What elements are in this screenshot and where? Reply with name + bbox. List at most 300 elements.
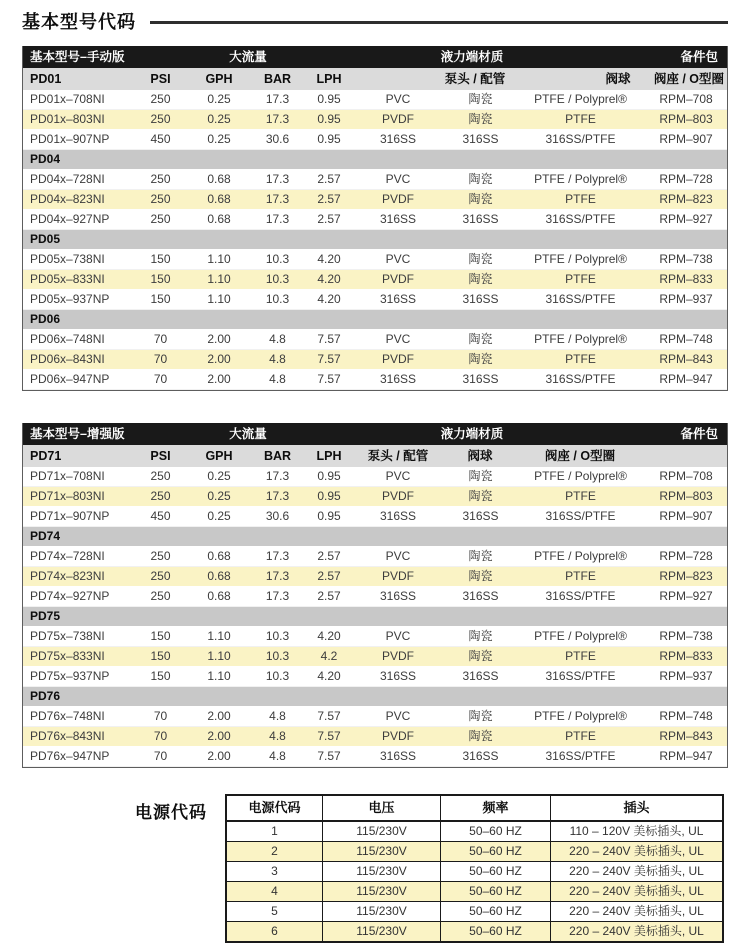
bar: 10.3 xyxy=(265,649,290,663)
lph: 2.57 xyxy=(317,212,341,226)
series-label: PD76 xyxy=(30,689,61,703)
psi: 150 xyxy=(150,649,171,663)
voltage: 115/230V xyxy=(323,882,441,902)
model: PD74x–927NP xyxy=(30,589,110,603)
power-code: 1 xyxy=(227,822,323,842)
series-section-row xyxy=(23,607,727,627)
plug: 220 – 240V 美标插头, UL xyxy=(551,922,722,941)
lph-column-header: LPH xyxy=(316,72,342,86)
valve-seat-oring-material: PTFE xyxy=(565,489,596,503)
model-table-rows xyxy=(23,467,727,767)
power-row xyxy=(227,902,722,922)
valve-ball-material: 316SS xyxy=(462,292,499,306)
pump-head-material: PVDF xyxy=(381,352,414,366)
lph: 0.95 xyxy=(317,509,341,523)
pump-head-material: PVC xyxy=(385,252,411,266)
lph: 4.2 xyxy=(320,649,338,663)
lph: 0.95 xyxy=(317,132,341,146)
valve-ball-material: 陶瓷 xyxy=(468,192,493,206)
plug: 220 – 240V 美标插头, UL xyxy=(551,842,722,862)
spare-kit: RPM–843 xyxy=(659,352,713,366)
frequency: 50–60 HZ xyxy=(441,902,551,922)
model: PD76x–748NI xyxy=(30,709,105,723)
valve-seat-oring-column-header: 阀座 / O型圈 xyxy=(653,72,724,86)
psi: 70 xyxy=(153,709,168,723)
model-row xyxy=(23,467,727,487)
valve-seat-oring-material: 316SS/PTFE xyxy=(545,132,616,146)
bar: 17.3 xyxy=(265,192,290,206)
lph: 0.95 xyxy=(317,112,341,126)
page-title-row xyxy=(22,8,728,34)
model: PD76x–843NI xyxy=(30,729,105,743)
model-row xyxy=(23,130,727,150)
plug-column-header: 插头 xyxy=(551,796,722,822)
valve-ball-material: 316SS xyxy=(462,669,499,683)
bar: 4.8 xyxy=(269,352,286,366)
gph: 0.25 xyxy=(207,92,231,106)
series-label: PD05 xyxy=(30,232,61,246)
psi: 250 xyxy=(150,172,171,186)
lph: 7.57 xyxy=(317,729,341,743)
spare-kit-group-header: 备件包 xyxy=(680,427,718,441)
valve-seat-oring-material: PTFE / Polyprel® xyxy=(534,629,627,643)
model: PD06x–748NI xyxy=(30,332,105,346)
gph-column-header: GPH xyxy=(205,449,233,463)
valve-seat-oring-material: 316SS/PTFE xyxy=(545,212,616,226)
gph: 0.68 xyxy=(207,569,231,583)
lph: 2.57 xyxy=(317,589,341,603)
power-row xyxy=(227,822,722,842)
frequency: 50–60 HZ xyxy=(441,822,551,842)
model-table-rows xyxy=(23,90,727,390)
pump-head-material: 316SS xyxy=(379,669,417,683)
lph: 7.57 xyxy=(317,372,341,386)
psi: 150 xyxy=(150,669,171,683)
spare-kit: RPM–833 xyxy=(659,272,713,286)
model-row xyxy=(23,647,727,667)
series-label: PD06 xyxy=(30,312,61,326)
pump-head-material: 316SS xyxy=(379,372,417,386)
gph: 1.10 xyxy=(207,252,231,266)
gph: 0.68 xyxy=(207,192,231,206)
table-title: 基本型号–手动版 xyxy=(30,50,125,64)
valve-seat-oring-material: PTFE xyxy=(565,272,596,286)
psi: 70 xyxy=(153,332,168,346)
model-row xyxy=(23,747,727,767)
valve-seat-oring-material: 316SS/PTFE xyxy=(545,372,616,386)
power-table-rows xyxy=(227,822,722,941)
pump-head-material: PVC xyxy=(385,709,411,723)
model-row xyxy=(23,110,727,130)
pump-head-material: 316SS xyxy=(379,292,417,306)
spare-kit: RPM–738 xyxy=(659,629,713,643)
model: PD75x–738NI xyxy=(30,629,105,643)
valve-ball-material: 陶瓷 xyxy=(468,709,493,723)
valve-seat-oring-material: PTFE xyxy=(565,192,596,206)
spare-kit: RPM–907 xyxy=(659,509,713,523)
lph: 4.20 xyxy=(317,669,341,683)
group-header-row xyxy=(23,46,727,68)
bar: 10.3 xyxy=(265,252,290,266)
material-group-header: 液力端材质 xyxy=(440,427,504,441)
gph: 1.10 xyxy=(207,649,231,663)
model-row xyxy=(23,210,727,230)
psi: 150 xyxy=(150,292,171,306)
lph: 0.95 xyxy=(317,469,341,483)
gph: 0.25 xyxy=(207,509,231,523)
valve-seat-oring-material: PTFE / Polyprel® xyxy=(534,332,627,346)
series-section-row xyxy=(23,527,727,547)
pump-head-material: PVDF xyxy=(381,192,414,206)
spare-kit: RPM–937 xyxy=(659,292,713,306)
gph: 1.10 xyxy=(207,272,231,286)
model: PD05x–738NI xyxy=(30,252,105,266)
valve-ball-material: 陶瓷 xyxy=(468,352,493,366)
model: PD76x–947NP xyxy=(30,749,110,763)
model: PD01x–907NP xyxy=(30,132,110,146)
plug: 110 – 120V 美标插头, UL xyxy=(551,822,722,842)
series-column-header: PD01 xyxy=(30,72,62,86)
gph: 2.00 xyxy=(207,332,231,346)
model: PD01x–803NI xyxy=(30,112,105,126)
spare-kit: RPM–748 xyxy=(659,332,713,346)
voltage: 115/230V xyxy=(323,922,441,941)
spare-kit: RPM–843 xyxy=(659,729,713,743)
model-table-enhanced xyxy=(22,423,728,768)
valve-ball-column-header: 阀球 xyxy=(467,449,493,463)
model-row xyxy=(23,507,727,527)
psi: 150 xyxy=(150,629,171,643)
valve-ball-material: 陶瓷 xyxy=(468,172,493,186)
spare-kit: RPM–937 xyxy=(659,669,713,683)
valve-seat-oring-material: 316SS/PTFE xyxy=(545,292,616,306)
power-code: 3 xyxy=(227,862,323,882)
valve-ball-material: 陶瓷 xyxy=(468,332,493,346)
psi: 150 xyxy=(150,272,171,286)
gph: 1.10 xyxy=(207,629,231,643)
gph: 2.00 xyxy=(207,372,231,386)
model: PD71x–708NI xyxy=(30,469,105,483)
model-row xyxy=(23,627,727,647)
lph: 2.57 xyxy=(317,172,341,186)
spare-kit: RPM–927 xyxy=(659,589,713,603)
valve-ball-material: 316SS xyxy=(462,589,499,603)
model: PD04x–927NP xyxy=(30,212,110,226)
bar: 10.3 xyxy=(265,292,290,306)
model-row xyxy=(23,547,727,567)
series-label: PD74 xyxy=(30,529,61,543)
gph-column-header: GPH xyxy=(205,72,233,86)
lph: 7.57 xyxy=(317,352,341,366)
model: PD74x–728NI xyxy=(30,549,105,563)
pump-head-material: PVDF xyxy=(381,569,414,583)
bar: 10.3 xyxy=(265,272,290,286)
bar: 4.8 xyxy=(269,372,286,386)
model: PD74x–823NI xyxy=(30,569,105,583)
power-row xyxy=(227,842,722,862)
pump-head-material: PVC xyxy=(385,332,411,346)
bar-column-header: BAR xyxy=(263,449,292,463)
psi: 250 xyxy=(150,589,171,603)
psi: 250 xyxy=(150,469,171,483)
lph: 4.20 xyxy=(317,252,341,266)
column-header-row xyxy=(23,445,727,467)
voltage: 115/230V xyxy=(323,822,441,842)
voltage: 115/230V xyxy=(323,902,441,922)
spare-kit: RPM–833 xyxy=(659,649,713,663)
psi-column-header: PSI xyxy=(150,72,171,86)
valve-ball-material: 陶瓷 xyxy=(468,729,493,743)
model-row xyxy=(23,587,727,607)
bar: 30.6 xyxy=(265,509,290,523)
gph: 0.68 xyxy=(207,549,231,563)
series-label: PD75 xyxy=(30,609,61,623)
valve-ball-material: 陶瓷 xyxy=(468,569,493,583)
spare-kit: RPM–738 xyxy=(659,252,713,266)
pump-head-material: PVDF xyxy=(381,272,414,286)
lph: 2.57 xyxy=(317,549,341,563)
valve-ball-material: 陶瓷 xyxy=(468,252,493,266)
pump-head-material: 316SS xyxy=(379,589,417,603)
pump-head-material: PVDF xyxy=(381,649,414,663)
bar: 17.3 xyxy=(265,589,290,603)
spare-kit: RPM–708 xyxy=(659,92,713,106)
valve-seat-oring-material: PTFE / Polyprel® xyxy=(534,252,627,266)
valve-seat-oring-column-header: 阀座 / O型圈 xyxy=(544,449,616,463)
psi: 250 xyxy=(150,112,171,126)
series-column-header: PD71 xyxy=(30,449,62,463)
bar: 17.3 xyxy=(265,549,290,563)
pump-head-material: PVDF xyxy=(381,489,414,503)
valve-seat-oring-material: PTFE / Polyprel® xyxy=(534,172,627,186)
spare-kit: RPM–803 xyxy=(659,489,713,503)
model-row xyxy=(23,250,727,270)
psi: 250 xyxy=(150,549,171,563)
spare-kit: RPM–823 xyxy=(659,569,713,583)
model-row xyxy=(23,270,727,290)
spare-kit: RPM–947 xyxy=(659,372,713,386)
psi: 70 xyxy=(153,352,168,366)
voltage-column-header: 电压 xyxy=(323,796,441,822)
power-code-label: 电源代码 xyxy=(135,803,207,822)
gph: 2.00 xyxy=(207,709,231,723)
power-code: 6 xyxy=(227,922,323,941)
bar: 17.3 xyxy=(265,92,290,106)
model-table-manual xyxy=(22,46,728,391)
lph: 7.57 xyxy=(317,749,341,763)
psi: 250 xyxy=(150,212,171,226)
spare-kit: RPM–803 xyxy=(659,112,713,126)
valve-ball-material: 316SS xyxy=(462,509,499,523)
series-section-row xyxy=(23,150,727,170)
voltage: 115/230V xyxy=(323,842,441,862)
spare-kit: RPM–947 xyxy=(659,749,713,763)
pump-head-column-header: 泵头 / 配管 xyxy=(444,72,506,86)
bar: 4.8 xyxy=(269,729,286,743)
power-code-column-header: 电源代码 xyxy=(227,796,323,822)
series-section-row xyxy=(23,230,727,250)
gph: 0.25 xyxy=(207,112,231,126)
bar: 10.3 xyxy=(265,669,290,683)
pump-head-material: PVDF xyxy=(381,112,414,126)
bar: 17.3 xyxy=(265,469,290,483)
valve-ball-material: 316SS xyxy=(462,749,499,763)
psi: 250 xyxy=(150,489,171,503)
power-header-row xyxy=(227,796,722,822)
spare-kit: RPM–927 xyxy=(659,212,713,226)
gph: 2.00 xyxy=(207,729,231,743)
material-group-header: 液力端材质 xyxy=(440,50,504,64)
bar: 30.6 xyxy=(265,132,290,146)
plug: 220 – 240V 美标插头, UL xyxy=(551,882,722,902)
valve-seat-oring-material: PTFE xyxy=(565,649,596,663)
valve-seat-oring-material: 316SS/PTFE xyxy=(545,749,616,763)
gph: 1.10 xyxy=(207,292,231,306)
model-row xyxy=(23,727,727,747)
flow-group-header: 大流量 xyxy=(229,427,267,441)
valve-ball-column-header: 阀球 xyxy=(605,72,631,86)
flow-group-header: 大流量 xyxy=(229,50,267,64)
gph: 2.00 xyxy=(207,352,231,366)
group-header-row xyxy=(23,423,727,445)
power-code-section xyxy=(135,794,728,943)
model: PD04x–823NI xyxy=(30,192,105,206)
valve-ball-material: 316SS xyxy=(462,212,499,226)
voltage: 115/230V xyxy=(323,862,441,882)
valve-ball-material: 陶瓷 xyxy=(468,272,493,286)
psi: 250 xyxy=(150,92,171,106)
model: PD05x–833NI xyxy=(30,272,105,286)
power-row xyxy=(227,882,722,902)
lph: 4.20 xyxy=(317,272,341,286)
bar: 17.3 xyxy=(265,112,290,126)
model-row xyxy=(23,667,727,687)
model-row xyxy=(23,350,727,370)
spare-kit-group-header: 备件包 xyxy=(680,50,718,64)
gph: 0.25 xyxy=(207,489,231,503)
pump-head-material: PVC xyxy=(385,92,411,106)
lph: 2.57 xyxy=(317,569,341,583)
model-row xyxy=(23,290,727,310)
model-row xyxy=(23,190,727,210)
lph: 7.57 xyxy=(317,332,341,346)
series-section-row xyxy=(23,310,727,330)
gph: 1.10 xyxy=(207,669,231,683)
gph: 0.68 xyxy=(207,212,231,226)
bar: 17.3 xyxy=(265,212,290,226)
psi: 450 xyxy=(150,509,171,523)
column-header-row xyxy=(23,68,727,90)
frequency-column-header: 频率 xyxy=(441,796,551,822)
model-row xyxy=(23,330,727,350)
power-row xyxy=(227,862,722,882)
valve-ball-material: 陶瓷 xyxy=(468,629,493,643)
spare-kit: RPM–708 xyxy=(659,469,713,483)
lph: 4.20 xyxy=(317,629,341,643)
pump-head-material: 316SS xyxy=(379,509,417,523)
model: PD01x–708NI xyxy=(30,92,105,106)
frequency: 50–60 HZ xyxy=(441,882,551,902)
plug: 220 – 240V 美标插头, UL xyxy=(551,862,722,882)
power-row xyxy=(227,922,722,941)
model-row xyxy=(23,567,727,587)
valve-ball-material: 陶瓷 xyxy=(468,112,493,126)
gph: 2.00 xyxy=(207,749,231,763)
valve-seat-oring-material: PTFE / Polyprel® xyxy=(534,549,627,563)
bar: 17.3 xyxy=(265,489,290,503)
psi: 70 xyxy=(153,729,168,743)
model: PD71x–907NP xyxy=(30,509,110,523)
valve-seat-oring-material: PTFE xyxy=(565,112,596,126)
spare-kit: RPM–907 xyxy=(659,132,713,146)
valve-ball-material: 陶瓷 xyxy=(468,649,493,663)
spare-kit: RPM–728 xyxy=(659,172,713,186)
model-row xyxy=(23,370,727,390)
model: PD06x–947NP xyxy=(30,372,110,386)
page-title: 基本型号代码 xyxy=(22,12,136,32)
gph: 0.25 xyxy=(207,469,231,483)
model-row xyxy=(23,170,727,190)
pump-head-material: 316SS xyxy=(379,749,417,763)
psi: 70 xyxy=(153,372,168,386)
model-row xyxy=(23,90,727,110)
valve-ball-material: 陶瓷 xyxy=(468,469,493,483)
bar: 4.8 xyxy=(269,709,286,723)
frequency: 50–60 HZ xyxy=(441,842,551,862)
valve-seat-oring-material: PTFE / Polyprel® xyxy=(534,92,627,106)
psi: 250 xyxy=(150,569,171,583)
valve-ball-material: 316SS xyxy=(462,132,499,146)
gph: 0.68 xyxy=(207,172,231,186)
pump-head-material: 316SS xyxy=(379,212,417,226)
lph: 7.57 xyxy=(317,709,341,723)
valve-ball-material: 陶瓷 xyxy=(468,489,493,503)
model: PD75x–833NI xyxy=(30,649,105,663)
pump-head-column-header: 泵头 / 配管 xyxy=(367,449,429,463)
psi: 150 xyxy=(150,252,171,266)
pump-head-material: PVC xyxy=(385,549,411,563)
valve-ball-material: 陶瓷 xyxy=(468,549,493,563)
psi: 70 xyxy=(153,749,168,763)
bar: 17.3 xyxy=(265,569,290,583)
valve-seat-oring-material: 316SS/PTFE xyxy=(545,589,616,603)
lph: 0.95 xyxy=(317,92,341,106)
psi: 450 xyxy=(150,132,171,146)
power-code-table xyxy=(225,794,724,943)
valve-seat-oring-material: PTFE / Polyprel® xyxy=(534,469,627,483)
series-section-row xyxy=(23,687,727,707)
psi-column-header: PSI xyxy=(150,449,171,463)
spare-kit: RPM–823 xyxy=(659,192,713,206)
bar-column-header: BAR xyxy=(263,72,292,86)
model: PD71x–803NI xyxy=(30,489,105,503)
psi: 250 xyxy=(150,192,171,206)
valve-seat-oring-material: PTFE xyxy=(565,569,596,583)
model: PD06x–843NI xyxy=(30,352,105,366)
valve-ball-material: 316SS xyxy=(462,372,499,386)
bar: 4.8 xyxy=(269,749,286,763)
lph: 0.95 xyxy=(317,489,341,503)
lph-column-header: LPH xyxy=(316,449,342,463)
valve-seat-oring-material: PTFE / Polyprel® xyxy=(534,709,627,723)
title-rule xyxy=(150,21,728,24)
valve-seat-oring-material: 316SS/PTFE xyxy=(545,509,616,523)
power-code: 4 xyxy=(227,882,323,902)
gph: 0.25 xyxy=(207,132,231,146)
model: PD75x–937NP xyxy=(30,669,110,683)
frequency: 50–60 HZ xyxy=(441,922,551,941)
lph: 4.20 xyxy=(317,292,341,306)
